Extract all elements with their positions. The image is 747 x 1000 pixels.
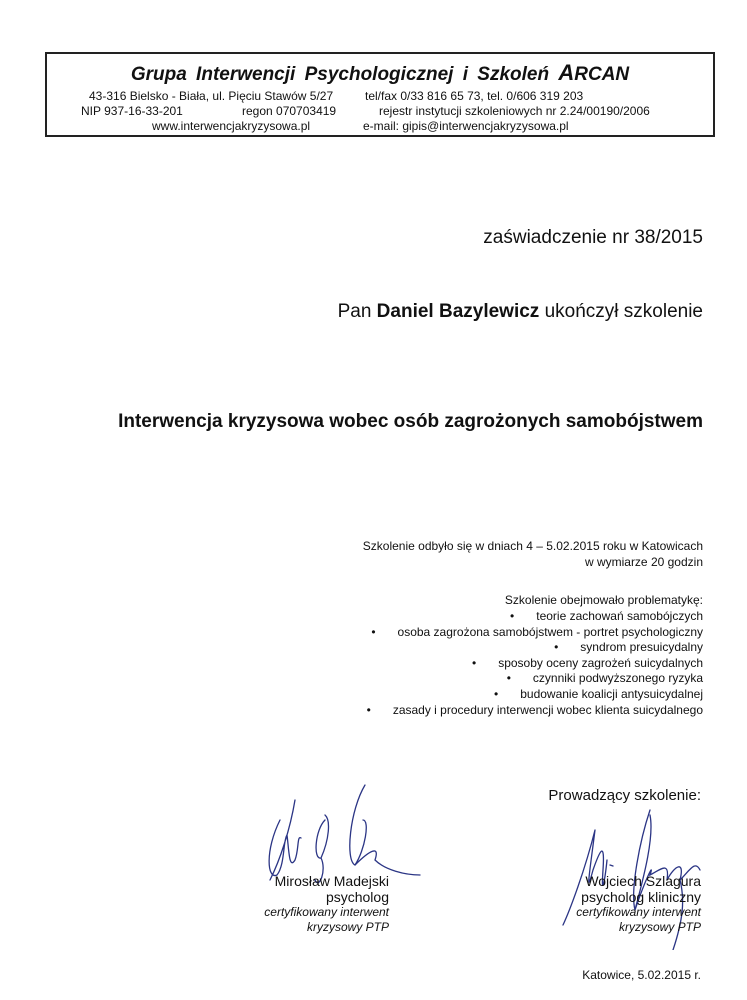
topic-text: czynniki podwyższonego ryzyka — [532, 671, 703, 686]
nip: NIP 937-16-33-201 — [81, 104, 183, 118]
registry: rejestr instytucji szkoleniowych nr 2.24/00190/2006 — [379, 104, 650, 118]
left-signatory-cert-1: certyfikowany interwent — [264, 905, 389, 919]
topic-text: osoba zagrożona samobójstwem - portret psychologiczny — [397, 624, 703, 639]
instructors-heading: Prowadzący szkolenie: — [548, 787, 701, 804]
bullet-icon: • — [494, 686, 499, 701]
recipient-prefix: Pan — [337, 301, 377, 322]
topic-text: budowanie koalicji antysuicydalnej — [520, 686, 703, 701]
email-link[interactable]: e-mail: gipis@interwencjakryzysowa.pl — [363, 119, 569, 133]
list-item — [367, 687, 703, 703]
right-signatory-title: psycholog kliniczny — [581, 889, 701, 905]
brand-initial: A — [558, 60, 575, 85]
right-signatory — [576, 873, 701, 935]
bullet-icon: • — [510, 609, 515, 623]
phone: tel/fax 0/33 816 65 73, tel. 0/606 319 203 — [365, 89, 584, 103]
course-title: Interwencja kryzysowa wobec osób zagrożonych samobójstwem — [118, 411, 703, 432]
topics-heading: Szkolenie obejmowało problematykę: — [504, 593, 703, 607]
regon: regon 070703419 — [242, 104, 337, 118]
org-name-text: Grupa Interwencji Psychologicznej i Szkoleń — [130, 64, 559, 85]
right-signatory-cert-2: kryzysowy PTP — [618, 920, 701, 934]
brand-rest: RCAN — [574, 64, 630, 85]
topic-text: teorie zachowań samobójczych — [536, 609, 703, 623]
topic-text: zasady i procedury interwencji wobec klienta suicydalnego — [392, 702, 703, 717]
bullet-icon: • — [472, 655, 477, 670]
bullet-icon: • — [506, 671, 511, 686]
address: 43-316 Bielsko - Biała, ul. Pięciu Stawów 5/27 — [89, 89, 334, 103]
list-item — [367, 656, 703, 672]
certificate-number: zaświadczenie nr 38/2015 — [483, 227, 703, 248]
left-signatory-cert-2: kryzysowy PTP — [306, 920, 389, 934]
left-signatory-name: Mirosław Madejski — [274, 873, 389, 889]
list-item — [367, 671, 703, 687]
left-signatory — [264, 873, 389, 935]
bullet-icon: • — [554, 640, 559, 655]
list-item — [367, 625, 703, 641]
bullet-icon: • — [366, 702, 371, 717]
letterhead — [45, 52, 715, 137]
list-item — [367, 703, 703, 719]
bullet-icon: • — [371, 624, 376, 639]
recipient-line — [338, 301, 703, 323]
website-link[interactable]: www.interwencjakryzysowa.pl — [152, 119, 311, 133]
course-hours: w wymiarze 20 godzin — [584, 554, 703, 569]
recipient-suffix: ukończył szkolenie — [539, 301, 703, 322]
course-details — [363, 539, 703, 570]
place-date: Katowice, 5.02.2015 r. — [582, 968, 701, 982]
course-dates: Szkolenie odbyło się w dniach 4 – 5.02.2015 roku w Katowicach — [362, 539, 703, 553]
organization-name — [47, 60, 713, 86]
right-signatory-name: Wojciech Szlagura — [585, 873, 701, 889]
topic-text: syndrom presuicydalny — [580, 640, 703, 655]
topics-list — [367, 609, 703, 718]
list-item — [367, 609, 703, 625]
left-signatory-title: psycholog — [325, 889, 389, 905]
recipient-name: Daniel Bazylewicz — [376, 301, 540, 322]
right-signatory-cert-1: certyfikowany interwent — [576, 905, 701, 919]
topic-text: sposoby oceny zagrożeń suicydalnych — [498, 655, 703, 670]
list-item — [367, 640, 703, 656]
